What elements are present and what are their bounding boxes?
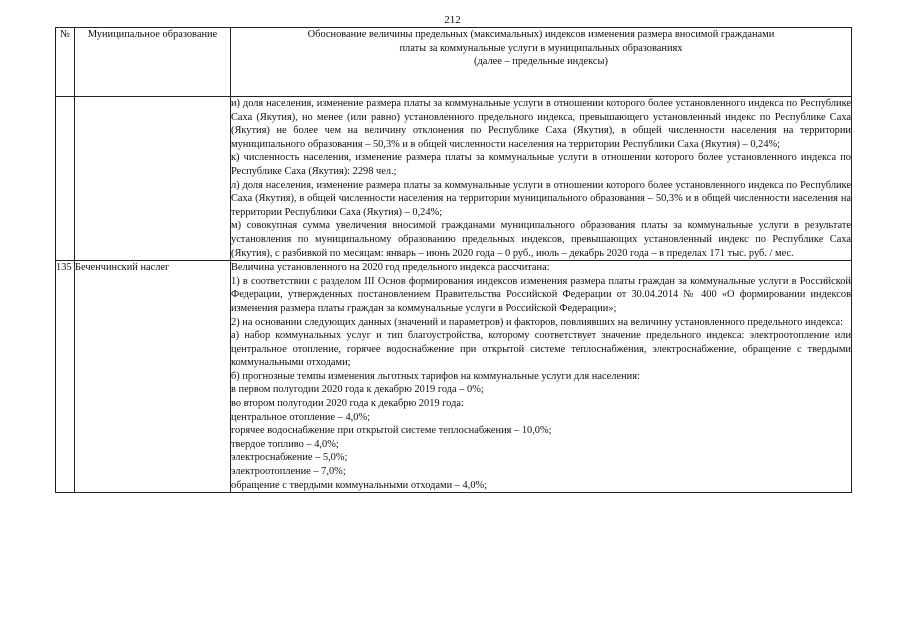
paragraph: Величина установленного на 2020 год предельного индекса рассчитана: — [231, 262, 550, 274]
header-municipality-line: образование — [162, 29, 218, 40]
page-number: 212 — [444, 14, 461, 26]
row-number: 135 — [56, 261, 75, 493]
header-municipality-line: Муниципальное — [87, 29, 160, 40]
paragraph: а) набор коммунальных услуг и тип благоустройства, которому соответствует значение предельного индекса: электроотопление или центральное отопление, горячее водоснабжение при открытой системе теплоснабжения, электроснабжение, обращение с твердыми коммунальными отходами; — [231, 330, 851, 369]
row-number — [56, 97, 75, 261]
paragraph: 2) на основании следующих данных (значений и параметров) и факторов, повлиявших на величину установленного предельного индекса: — [231, 316, 844, 328]
header-number: № — [56, 28, 75, 97]
paragraph: и) доля населения, изменение размера платы за коммунальные услуги в отношении которого более установленного индекса по Республике Саха (Якутия), но менее (или равно) установленного предельного индекса, превышающего установленный индекс по Республике Саха (Якутия) не более чем на величину отклонения по Республике Саха (Якутия), в общей численности населения на территории муниципального образования – 50,3% и в общей численности населения на территории Республики Саха (Якутия) – 0,24%; — [231, 98, 851, 150]
table-row — [56, 97, 852, 261]
table-row — [56, 261, 852, 493]
justification-table — [55, 27, 852, 493]
paragraph: м) совокупная сумма увеличения вносимой гражданами муниципального образования платы за коммунальные услуги в результате установления по муниципальному образованию предельных индексов, превышающих установленный индекс по Республике Саха (Якутия), с разбивкой по месяцам: январь – июнь 2020 года – 0 руб., июль – декабрь 2020 года – в пределах 171 тыс. руб. / мес. — [231, 220, 851, 259]
paragraph: центральное отопление – 4,0%; — [231, 411, 370, 423]
row-municipality — [75, 97, 231, 261]
paragraph: обращение с твердыми коммунальными отходами – 4,0%; — [231, 479, 488, 491]
header-justification-line: (далее – предельные индексы) — [474, 56, 608, 68]
paragraph: во втором полугодии 2020 года к декабрю 2019 года: — [231, 398, 464, 410]
header-justification-line: Обоснование величины предельных (максимальных) индексов изменения размера вносимой гражданами — [307, 29, 775, 40]
paragraph: л) доля населения, изменение размера платы за коммунальные услуги в отношении которого более установленного индекса по Республике Саха (Якутия), в общей численности населения на территории муниципального образования – 50,3% и в общей численности населения на территории Республики Саха (Якутия) – 0,24%; — [231, 179, 851, 218]
paragraph: горячее водоснабжение при открытой системе теплоснабжения – 10,0%; — [231, 425, 552, 437]
row-municipality: Беченчинский наслег — [75, 261, 231, 493]
row-justification — [231, 261, 852, 493]
header-municipality — [75, 28, 231, 97]
paragraph: 1) в соответствии с разделом III Основ формирования индексов изменения размера платы граждан за коммунальные услуги в Российской Федерации, утвержденных постановлением Правительства Российской Федерации от 30.04.2014 № 400 «О формировании индексов изменения размера платы граждан за коммунальные услуги в Российской Федерации»; — [231, 275, 851, 314]
table-header-row — [56, 28, 852, 97]
paragraph: к) численность населения, изменение размера платы за коммунальные услуги в отношении которого более установленного индекса по Республике Саха (Якутия): 2298 чел.; — [231, 152, 851, 177]
header-justification — [231, 28, 852, 97]
paragraph: в первом полугодии 2020 года к декабрю 2019 года – 0%; — [231, 384, 484, 396]
row-justification — [231, 97, 852, 261]
header-justification-line: платы за коммунальные услуги в муниципальных образованиях — [399, 42, 683, 54]
paragraph: электроснабжение – 5,0%; — [231, 452, 348, 464]
paragraph: б) прогнозные темпы изменения льготных тарифов на коммунальные услуги для населения: — [231, 370, 640, 382]
paragraph: твердое топливо – 4,0%; — [231, 438, 339, 450]
paragraph: электроотопление – 7,0%; — [231, 466, 346, 478]
